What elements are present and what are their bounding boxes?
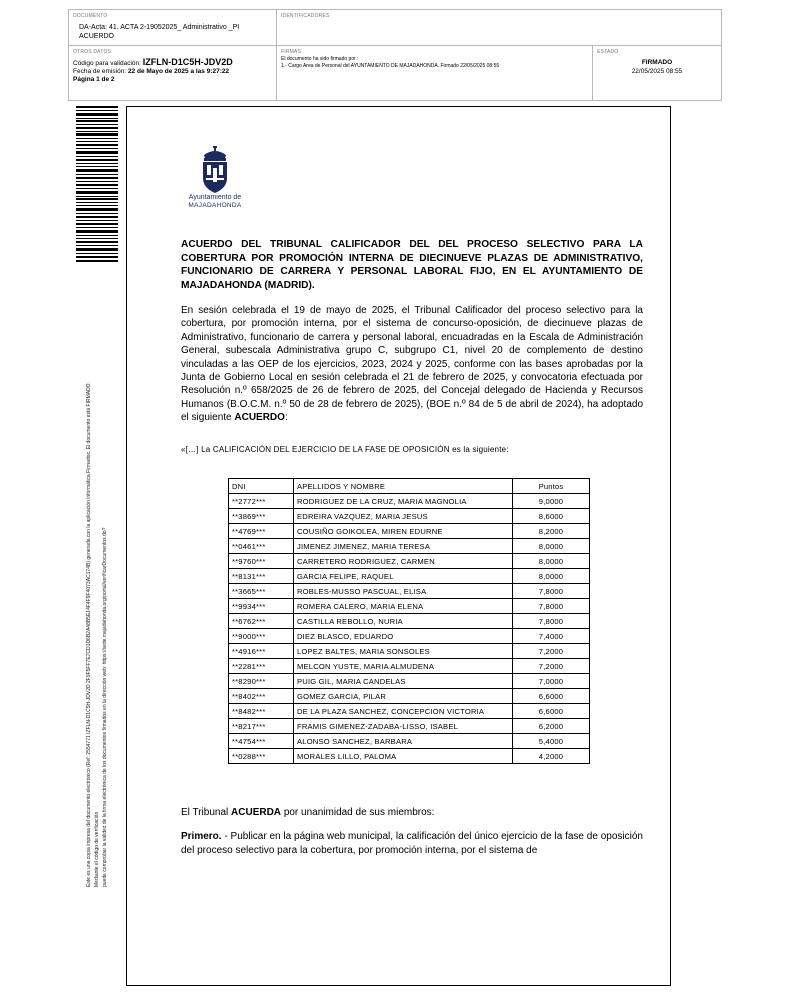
documento-cell <box>69 10 277 46</box>
logo-line-2: MAJADAHONDA <box>188 202 242 209</box>
intro-paragraph <box>181 304 643 425</box>
cell-dni: **3665*** <box>229 584 294 599</box>
header-puntos: Puntos <box>513 479 590 494</box>
intro-text: En sesión celebrada el 19 de mayo de 2025, el Tribunal Calificador del proceso selectivo para la cobertura, por promoción interna, por el sistema de concurso-oposición, de diecinueve plazas de Administrativo, funcionario de carrera y personal laboral, encuadradas en la Escala de Administración General, subescala Administrativa grupo C, subgrupo C1, nivel 20 de complemento de destino vinculadas a las OEP de los ejercicios, 2023, 2024 y 2025, conforme con las bases aprobadas por la Junta de Gobierno Local en sesión celebrada el 21 de febrero de 2025, y convocatoria efectuada por Resolución n.º 658/2025 de 26 de febrero de 2025, del Concejal delegado de Hacienda y Recursos Humanos (B.O.C.M. n.º 50 de 28 de febrero de 2025), (BOE n.º 84 de 5 de abril de 2024), ha adoptado el siguiente <box>181 305 643 424</box>
cell-nombre: COUSIÑO GOIKOLEA, MIREN EDURNE <box>294 524 513 539</box>
cell-puntos: 7,0000 <box>513 674 590 689</box>
cell-nombre: CARRETERO RODRIGUEZ, CARMEN <box>294 554 513 569</box>
table-row <box>229 524 590 539</box>
cell-nombre: GOMEZ GARCIA, PILAR <box>294 689 513 704</box>
cell-dni: **6762*** <box>229 614 294 629</box>
cell-nombre: LOPEZ BALTES, MARIA SONSOLES <box>294 644 513 659</box>
cell-dni: **8290*** <box>229 674 294 689</box>
table-row <box>229 659 590 674</box>
table-row <box>229 509 590 524</box>
verification-side-note <box>85 367 111 887</box>
cell-puntos: 8,0000 <box>513 569 590 584</box>
otros-label: OTROS DATOS <box>73 49 112 55</box>
barcode-icon <box>76 106 118 262</box>
cell-dni: **4769*** <box>229 524 294 539</box>
acuerda-pre: El Tribunal <box>181 807 229 818</box>
table-row <box>229 704 590 719</box>
header-nombre: APELLIDOS Y NOMBRE <box>294 479 513 494</box>
cell-puntos: 7,2000 <box>513 644 590 659</box>
codigo-prefix: Código para validación: <box>73 60 141 67</box>
cell-dni: **0461*** <box>229 539 294 554</box>
document-name: DA-Acta: 41. ACTA 2-19052025_ Administrativo _PI ACUERDO <box>79 24 240 40</box>
cell-puntos: 8,6000 <box>513 509 590 524</box>
cell-nombre: PUIG GIL, MARIA CANDELAS <box>294 674 513 689</box>
validation-code[interactable]: IZFLN-D1C5H-JDV2D <box>142 57 233 67</box>
cell-dni: **8482*** <box>229 704 294 719</box>
cell-dni: **0288*** <box>229 749 294 764</box>
estado-label: ESTADO <box>597 49 619 55</box>
cell-nombre: ROMERA CALERO, MARIA ELENA <box>294 599 513 614</box>
table-row <box>229 719 590 734</box>
cell-dni: **2772*** <box>229 494 294 509</box>
cell-nombre: MELCON YUSTE, MARIA ALMUDENA <box>294 659 513 674</box>
cell-puntos: 6,2000 <box>513 719 590 734</box>
cell-nombre: ALONSO SANCHEZ, BARBARA <box>294 734 513 749</box>
cell-dni: **9000*** <box>229 629 294 644</box>
table-row <box>229 689 590 704</box>
table-row <box>229 554 590 569</box>
emission-date: 22 de Mayo de 2025 a las 9:27:22 <box>127 68 230 75</box>
calificacion-heading: «[…] La CALIFICACIÓN DEL EJERCICIO DE LA FASE DE OPOSICIÓN es la siguiente: <box>181 445 509 454</box>
cell-puntos: 7,8000 <box>513 614 590 629</box>
cell-puntos: 5,4000 <box>513 734 590 749</box>
acuerda-post: por unanimidad de sus miembros: <box>283 807 435 818</box>
cell-dni: **2281*** <box>229 659 294 674</box>
identificadores-label: IDENTIFICADORES <box>281 13 330 19</box>
table-row <box>229 539 590 554</box>
otros-datos-cell <box>69 46 277 101</box>
table-row <box>229 569 590 584</box>
documento-label: DOCUMENTO <box>73 13 108 19</box>
cell-puntos: 7,8000 <box>513 584 590 599</box>
logo-line-1: Ayuntamiento de <box>188 194 242 201</box>
cell-nombre: RODRIGUEZ DE LA CRUZ, MARIA MAGNOLIA <box>294 494 513 509</box>
table-row <box>229 644 590 659</box>
acuerda-word: ACUERDA <box>231 807 282 818</box>
cell-puntos: 7,8000 <box>513 599 590 614</box>
cell-dni: **4754*** <box>229 734 294 749</box>
primero-paragraph <box>181 830 643 858</box>
cell-puntos: 7,4000 <box>513 629 590 644</box>
cell-dni: **4916*** <box>229 644 294 659</box>
fecha-prefix: Fecha de emisión: <box>73 68 127 75</box>
firmas-label: FIRMAS <box>281 49 302 55</box>
cell-dni: **8131*** <box>229 569 294 584</box>
cell-puntos: 8,0000 <box>513 539 590 554</box>
cell-nombre: JIMENEZ JIMENEZ, MARIA TERESA <box>294 539 513 554</box>
firmas-cell <box>277 46 593 101</box>
cell-puntos: 6,6000 <box>513 704 590 719</box>
cell-nombre: DE LA PLAZA SANCHEZ, CONCEPCION VICTORIA <box>294 704 513 719</box>
estado-cell <box>593 46 721 101</box>
cell-dni: **8402*** <box>229 689 294 704</box>
table-row <box>229 749 590 764</box>
table-header-row <box>229 479 590 494</box>
cell-dni: **9760*** <box>229 554 294 569</box>
table-row <box>229 584 590 599</box>
results-table <box>228 478 590 764</box>
cell-puntos: 6,6000 <box>513 689 590 704</box>
coat-of-arms-icon <box>198 146 232 194</box>
document-title: ACUERDO DEL TRIBUNAL CALIFICADOR DEL DEL PROCESO SELECTIVO PARA LA COBERTURA POR PROMOCIÓN INTERNA DE DIECINUEVE PLAZAS DE ADMINISTRATIVO, FUNCIONARIO DE CARRERA Y PERSONAL LABORAL FIJO, EN EL AYUNTAMIENTO DE MAJADAHONDA (MADRID). <box>181 239 643 291</box>
cell-puntos: 8,0000 <box>513 554 590 569</box>
primero-label: Primero. <box>181 831 222 842</box>
cell-nombre: CASTILLA REBOLLO, NURIA <box>294 614 513 629</box>
table-row <box>229 629 590 644</box>
cell-nombre: FRAMIS GIMENEZ-ZADABA-LISSO, ISABEL <box>294 719 513 734</box>
cell-nombre: GARCIA FELIPE, RAQUEL <box>294 569 513 584</box>
signature-header <box>68 9 722 101</box>
table-body <box>229 494 590 764</box>
cell-nombre: EDREIRA VAZQUEZ, MARIA JESUS <box>294 509 513 524</box>
firmas-line-1: El documento ha sido firmado por : <box>281 56 359 62</box>
page-count: Página 1 de 2 <box>73 76 115 83</box>
table-row <box>229 734 590 749</box>
cell-dni: **3869*** <box>229 509 294 524</box>
cell-puntos: 4,2000 <box>513 749 590 764</box>
acuerdo-word: ACUERDO <box>234 412 285 424</box>
primero-text: - Publicar en la página web municipal, la calificación del único ejercicio de la fase de oposición del proceso selectivo para la cobertura, por promoción interna, por el sistema de <box>181 831 643 856</box>
cell-puntos: 9,0000 <box>513 494 590 509</box>
table-row <box>229 494 590 509</box>
status-badge: FIRMADO <box>641 59 673 66</box>
intro-end: : <box>284 412 288 424</box>
header-dni: DNI <box>229 479 294 494</box>
identificadores-cell <box>277 10 721 46</box>
table-row <box>229 614 590 629</box>
cell-dni: **8217*** <box>229 719 294 734</box>
cell-puntos: 7,2000 <box>513 659 590 674</box>
cell-dni: **9934*** <box>229 599 294 614</box>
side-note-line-2: puede comprobar la validez de la firma electrónica de los documentos firmados en la dirección web: https://sede.majadahonda.org/portal/verificarDocumentos.do? <box>102 527 108 887</box>
cell-nombre: ROBLES-MUSSO PASCUAL, ELISA <box>294 584 513 599</box>
table-row <box>229 599 590 614</box>
cell-nombre: DIEZ BLASCO, EDUARDO <box>294 629 513 644</box>
status-date: 22/05/2025 08:55 <box>631 68 683 75</box>
side-note-line-1: Este es una copia impresa del documento electrónico (Ref: 2554771 IZFLN-D1C5H-JDV2D 2F9F5FF7E7CD1D6B2A48B5E14F4F9F4073AC174B) generada con la aplicación informática Firmadoc. El documento está FIRMADO. Mediante el código de verificación <box>86 382 100 887</box>
cell-puntos: 8,2000 <box>513 524 590 539</box>
cell-nombre: MORALES LILLO, PALOMA <box>294 749 513 764</box>
table-row <box>229 674 590 689</box>
firmas-line-2: 1.- Cargo Area de Personal del AYUNTAMIENTO DE MAJADAHONDA. Firmado 22/05/2025 08:55 <box>281 63 500 69</box>
acuerda-line <box>181 807 434 818</box>
municipality-logo <box>180 146 250 216</box>
